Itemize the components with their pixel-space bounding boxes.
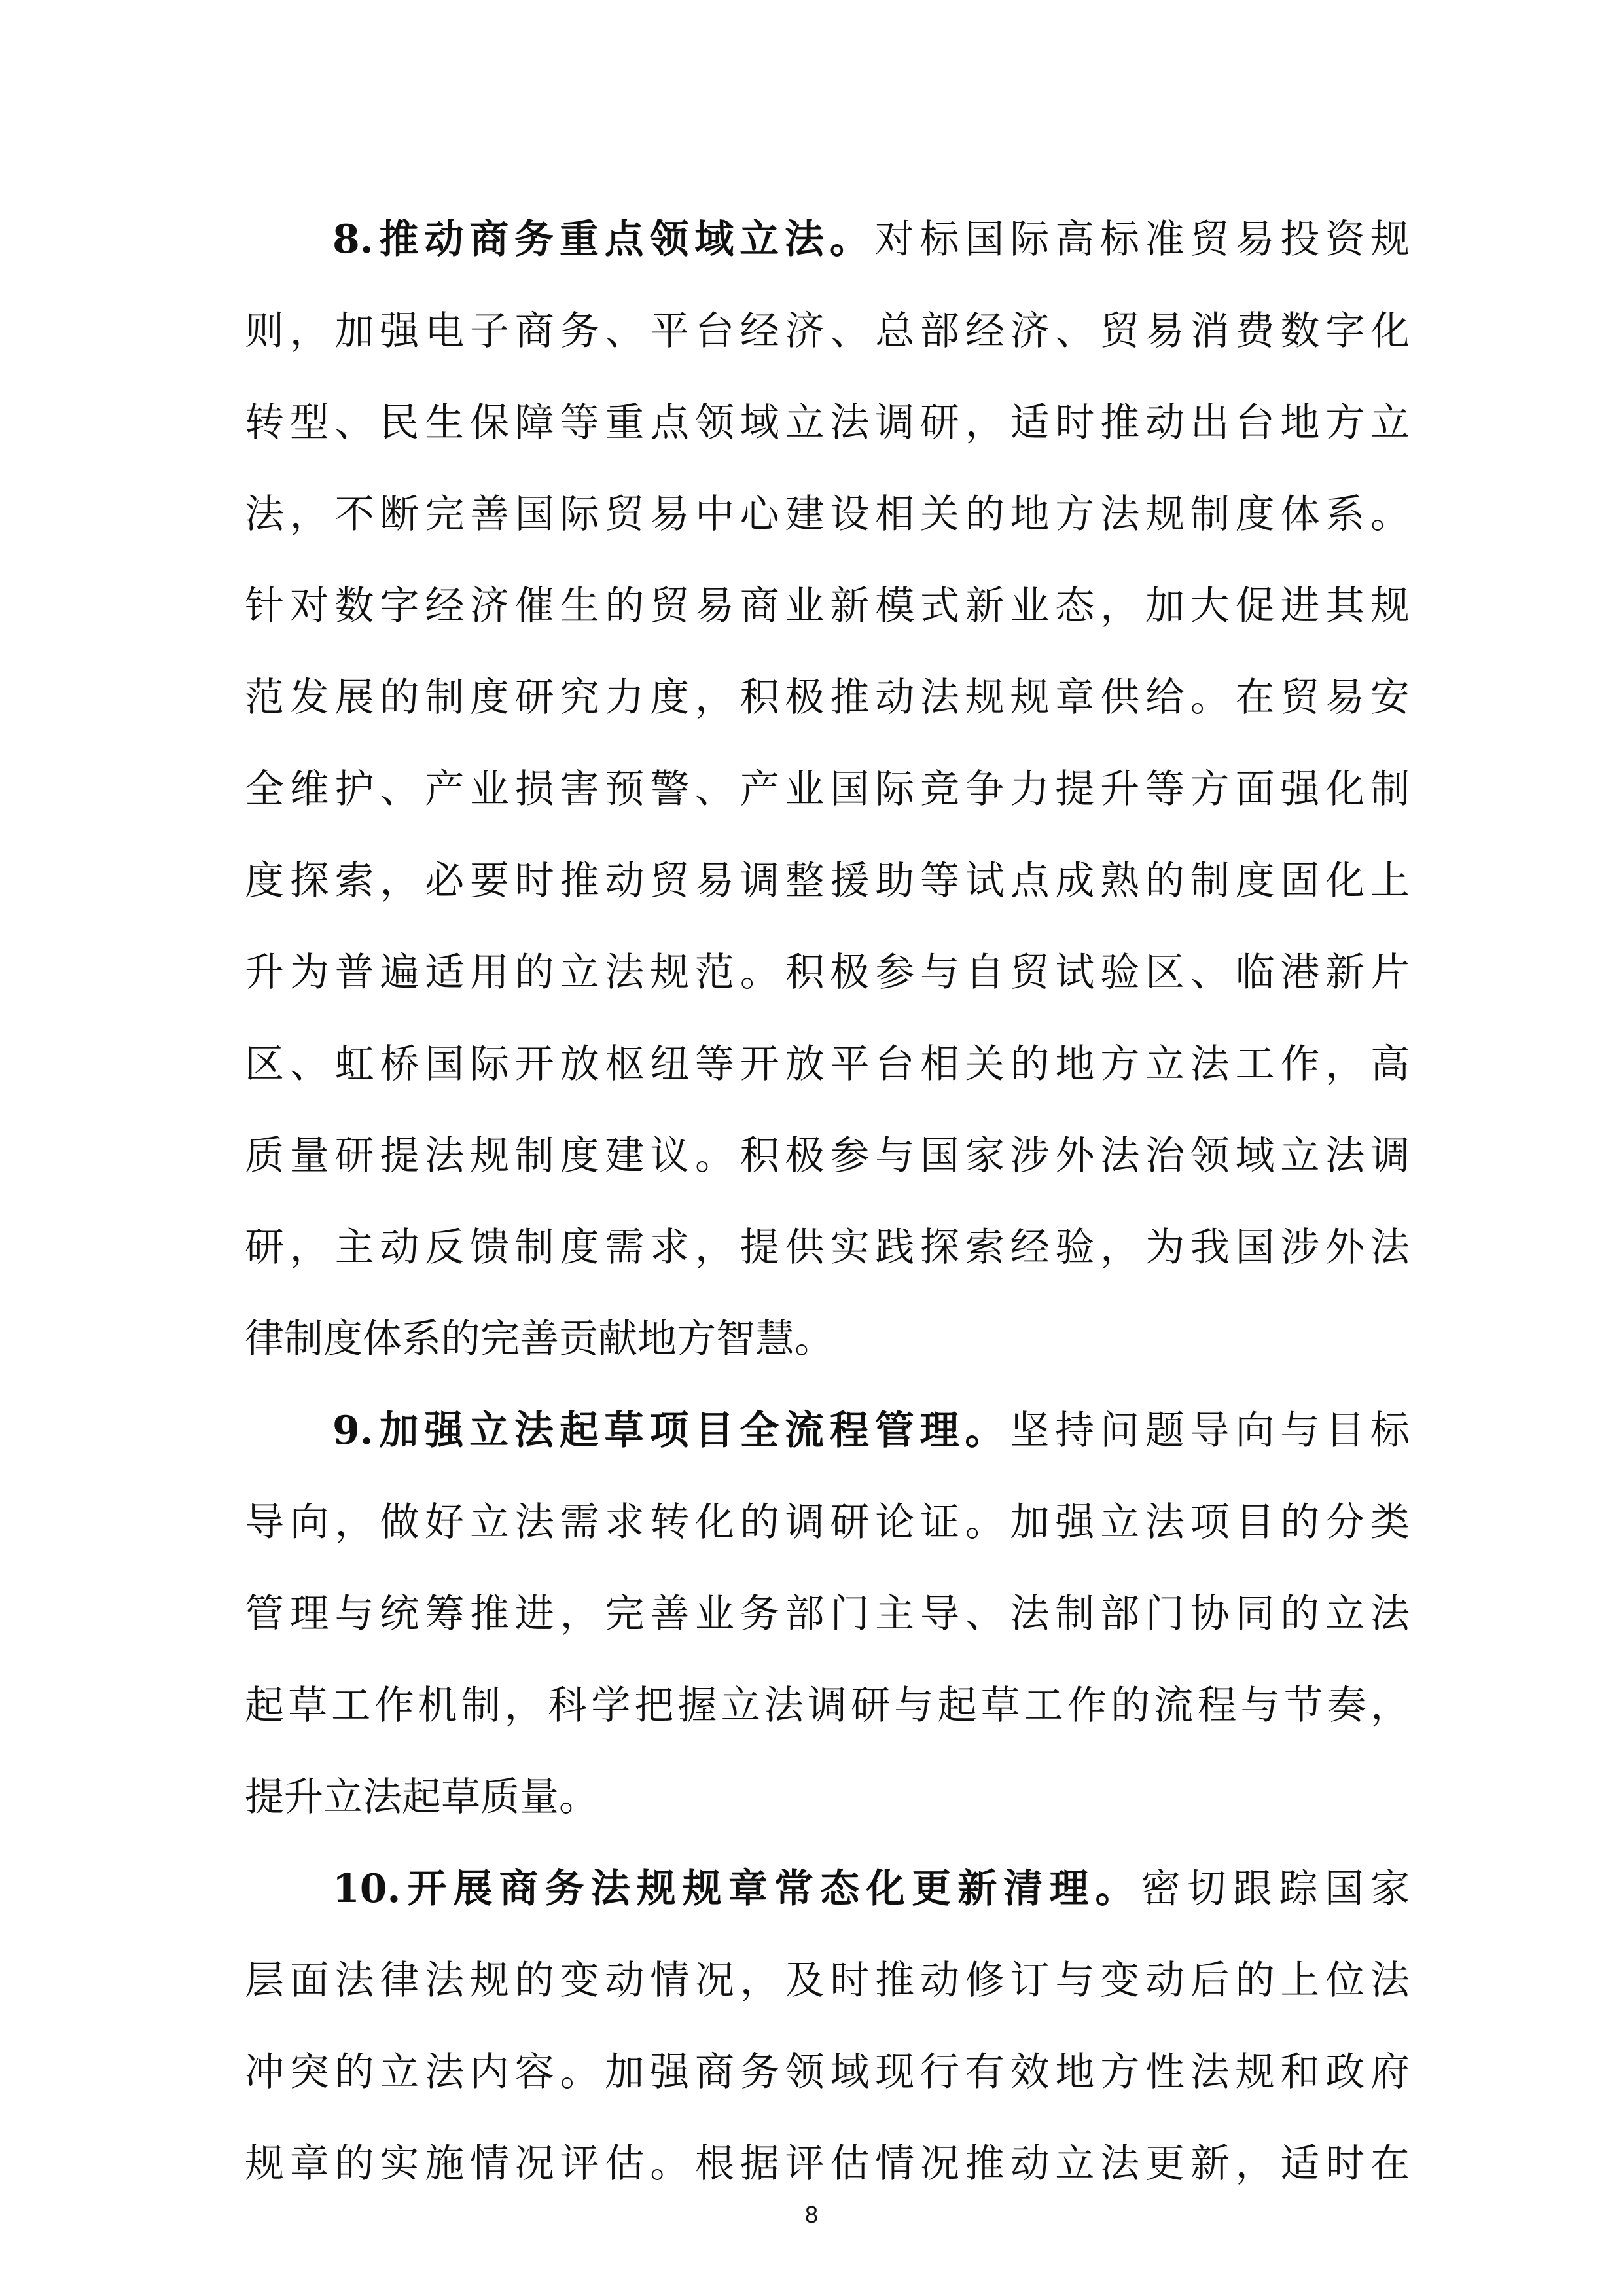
paragraph-8-line-9: 升为普遍适用的立法规范。积极参与自贸试验区、临港新片	[245, 950, 1410, 996]
paragraph-10-line-1	[332, 1843, 1410, 1935]
paragraph-10-heading: 10.开展商务法规规章常态化更新清理。	[332, 1866, 1141, 1912]
paragraph-9-line-4: 起草工作机制，科学把握立法调研与起草工作的流程与节奏，	[245, 1683, 1410, 1729]
paragraph-8-line-12: 研，主动反馈制度需求，提供实践探索经验，为我国涉外法	[245, 1225, 1410, 1270]
paragraph-9-heading: 9.加强立法起草项目全流程管理。	[332, 1408, 1010, 1454]
paragraph-9-line-1	[332, 1385, 1410, 1477]
paragraph-8-line-2: 则，加强电子商务、平台经济、总部经济、贸易消费数字化	[245, 308, 1410, 354]
paragraph-8-line-10: 区、虹桥国际开放枢纽等开放平台相关的地方立法工作，高	[245, 1041, 1410, 1087]
paragraph-10-text: 密切跟踪国家	[1141, 1866, 1410, 1912]
paragraph-8-line-5: 针对数字经济催生的贸易商业新模式新业态，加大促进其规	[245, 583, 1410, 629]
paragraph-8-line-1	[332, 194, 1410, 285]
paragraph-10-line-2: 层面法律法规的变动情况，及时推动修订与变动后的上位法	[245, 1958, 1410, 2003]
paragraph-8-line-13: 律制度体系的完善贡献地方智慧。	[245, 1316, 834, 1362]
paragraph-10-line-4: 规章的实施情况评估。根据评估情况推动立法更新，适时在	[245, 2141, 1410, 2187]
paragraph-8-line-4: 法，不断完善国际贸易中心建设相关的地方法规制度体系。	[245, 492, 1410, 537]
paragraph-10-line-3: 冲突的立法内容。加强商务领域现行有效地方性法规和政府	[245, 2049, 1410, 2095]
paragraph-8-line-6: 范发展的制度研究力度，积极推动法规规章供给。在贸易安	[245, 675, 1410, 721]
paragraph-8-line-8: 度探索，必要时推动贸易调整援助等试点成熟的制度固化上	[245, 858, 1410, 904]
paragraph-8-line-3: 转型、民生保障等重点领域立法调研，适时推动出台地方立	[245, 400, 1410, 446]
paragraph-9-line-5: 提升立法起草质量。	[245, 1774, 598, 1820]
paragraph-9-line-2: 导向，做好立法需求转化的调研论证。加强立法项目的分类	[245, 1499, 1410, 1545]
paragraph-8-line-7: 全维护、产业损害预警、产业国际竞争力提升等方面强化制	[245, 766, 1410, 812]
paragraph-9-line-3: 管理与统筹推进，完善业务部门主导、法制部门协同的立法	[245, 1591, 1410, 1637]
paragraph-9-text: 坚持问题导向与目标	[1010, 1408, 1410, 1454]
paragraph-8-heading: 8.推动商务重点领域立法。	[332, 217, 875, 262]
paragraph-8-line-11: 质量研提法规制度建议。积极参与国家涉外法治领域立法调	[245, 1133, 1410, 1179]
paragraph-8-text: 对标国际高标准贸易投资规	[874, 217, 1410, 262]
page-number: 8	[804, 2201, 819, 2228]
